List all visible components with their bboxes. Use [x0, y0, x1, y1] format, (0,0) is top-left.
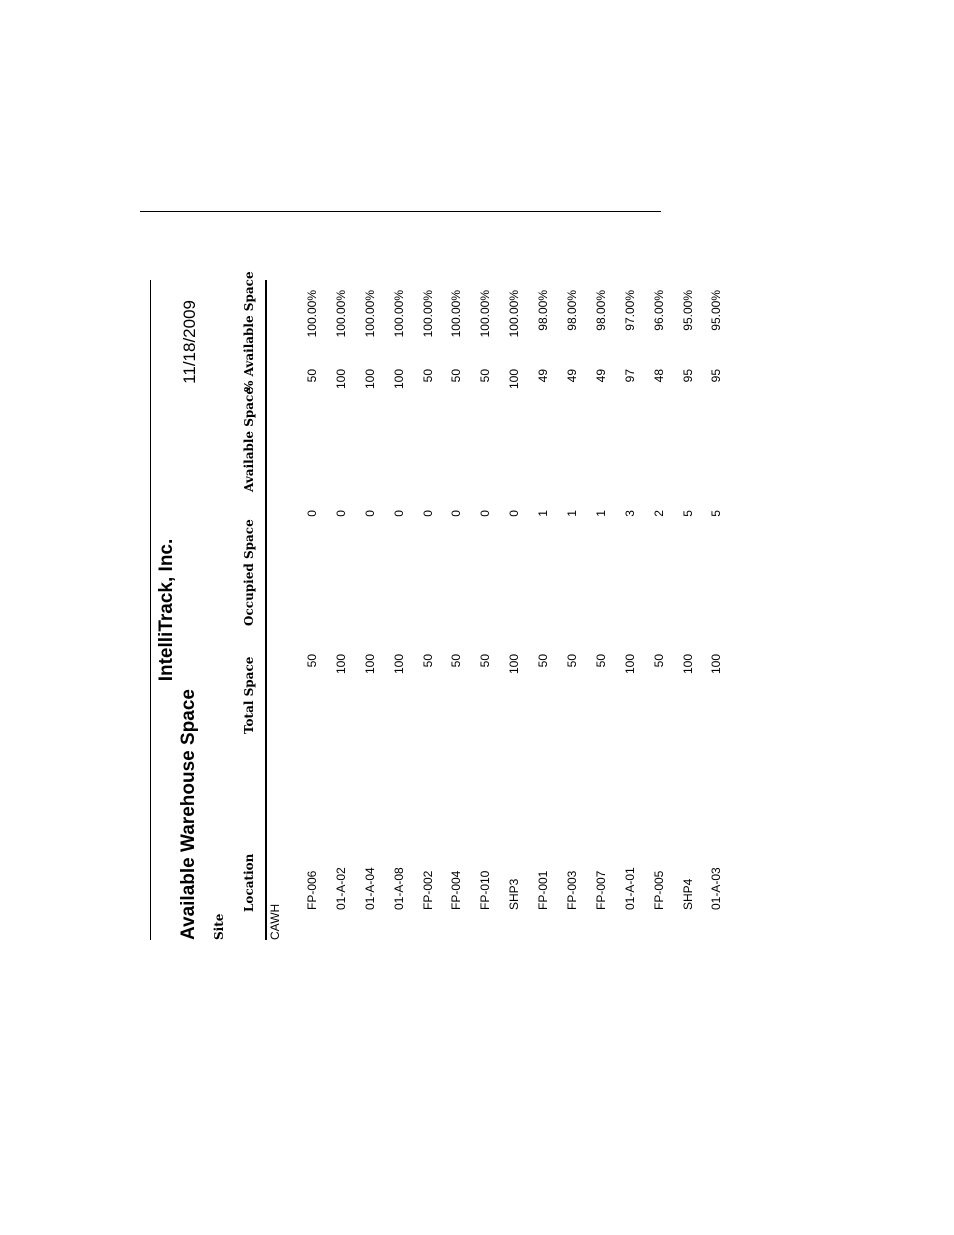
table-row [565, 280, 594, 940]
pct-available-cell: 100.00% [305, 290, 319, 338]
pct-available-cell: 97.00% [622, 290, 637, 331]
location-cell: SHP4 [680, 878, 695, 910]
occupied-space-cell: 0 [362, 510, 377, 517]
occupied-space-cell: 0 [420, 510, 435, 517]
pct-available-cell: 98.00% [565, 290, 580, 331]
available-space-cell: 100 [507, 369, 522, 390]
total-space-cell: 100 [391, 654, 406, 675]
total-space-cell: 100 [362, 654, 377, 675]
pct-available-cell: 100.00% [420, 290, 435, 338]
available-space-cell: 50 [305, 369, 319, 383]
table-row [681, 280, 710, 940]
available-space-report [150, 271, 740, 940]
location-cell: 01-A-03 [709, 867, 724, 910]
pct-available-cell: 95.00% [709, 290, 724, 331]
total-space-cell: 100 [680, 654, 695, 675]
pct-available-cell: 100.00% [333, 290, 348, 338]
pct-available-cell: 100.00% [478, 290, 493, 338]
available-space-cell: 100 [391, 369, 406, 390]
report-rows [305, 280, 738, 940]
column-header-pct-available: % Available Space [242, 271, 256, 392]
table-row [305, 280, 334, 940]
table-row [478, 280, 507, 940]
pct-available-cell: 98.00% [593, 290, 608, 331]
table-row [421, 280, 450, 940]
column-header-occupied-space: Occupied Space [242, 519, 256, 626]
table-row [449, 280, 478, 940]
occupied-space-cell: 0 [449, 510, 464, 517]
report-title: Available Warehouse Space [178, 689, 199, 940]
table-row [392, 280, 421, 940]
occupied-space-cell: 1 [593, 510, 608, 517]
total-space-cell: 100 [622, 654, 637, 675]
occupied-space-cell: 1 [536, 510, 551, 517]
total-space-cell: 50 [420, 654, 435, 668]
available-space-cell: 50 [420, 369, 435, 383]
total-space-cell: 50 [305, 654, 319, 668]
table-row [652, 280, 681, 940]
total-space-cell: 50 [651, 654, 666, 668]
table-row [709, 280, 738, 940]
site-name: CAWH [268, 903, 282, 940]
available-space-cell: 50 [449, 369, 464, 383]
total-space-cell: 50 [478, 654, 493, 668]
pct-available-cell: 100.00% [507, 290, 522, 338]
table-row [623, 280, 652, 940]
location-cell: SHP3 [507, 878, 522, 910]
total-space-cell: 50 [449, 654, 464, 668]
header-rule [265, 280, 267, 940]
total-space-cell: 100 [333, 654, 348, 675]
occupied-space-cell: 0 [305, 510, 319, 517]
occupied-space-cell: 0 [507, 510, 522, 517]
total-space-cell: 100 [507, 654, 522, 675]
available-space-cell: 49 [593, 369, 608, 383]
location-cell: 01-A-01 [622, 867, 637, 910]
column-header-available-space: Available Space [242, 387, 256, 492]
site-label: Site [212, 913, 226, 940]
company-name: IntelliTrack, Inc. [156, 538, 177, 682]
occupied-space-cell: 0 [333, 510, 348, 517]
available-space-cell: 49 [536, 369, 551, 383]
pct-available-cell: 96.00% [651, 290, 666, 331]
location-cell: FP-002 [420, 870, 435, 910]
occupied-space-cell: 0 [391, 510, 406, 517]
available-space-cell: 48 [651, 369, 666, 383]
pct-available-cell: 95.00% [680, 290, 695, 331]
table-row [507, 280, 536, 940]
report-date: 11/18/2009 [180, 300, 199, 384]
available-space-cell: 95 [680, 369, 695, 383]
available-space-cell: 95 [709, 369, 724, 383]
location-cell: FP-004 [449, 870, 464, 910]
column-header-total-space: Total Space [242, 656, 256, 734]
location-cell: FP-005 [651, 870, 666, 910]
available-space-cell: 97 [622, 369, 637, 383]
table-row [594, 280, 623, 940]
pct-available-cell: 98.00% [536, 290, 551, 331]
table-row [334, 280, 363, 940]
location-cell: FP-001 [536, 870, 551, 910]
occupied-space-cell: 3 [622, 510, 637, 517]
column-header-location: Location [242, 853, 256, 912]
available-space-cell: 49 [565, 369, 580, 383]
available-space-cell: 100 [333, 369, 348, 390]
occupied-space-cell: 1 [565, 510, 580, 517]
occupied-space-cell: 2 [651, 510, 666, 517]
pct-available-cell: 100.00% [391, 290, 406, 338]
total-space-cell: 50 [565, 654, 580, 668]
available-space-cell: 100 [362, 369, 377, 390]
location-cell: 01-A-08 [391, 867, 406, 910]
report-top-border [150, 280, 151, 940]
table-row [363, 280, 392, 940]
table-row [536, 280, 565, 940]
total-space-cell: 50 [593, 654, 608, 668]
total-space-cell: 100 [709, 654, 724, 675]
available-space-cell: 50 [478, 369, 493, 383]
occupied-space-cell: 5 [709, 510, 724, 517]
location-cell: 01-A-04 [362, 867, 377, 910]
page-top-rule [140, 211, 661, 212]
location-cell: FP-010 [478, 870, 493, 910]
location-cell: 01-A-02 [333, 867, 348, 910]
location-cell: FP-003 [565, 870, 580, 910]
occupied-space-cell: 0 [478, 510, 493, 517]
location-cell: FP-006 [305, 870, 319, 910]
location-cell: FP-007 [593, 870, 608, 910]
pct-available-cell: 100.00% [449, 290, 464, 338]
occupied-space-cell: 5 [680, 510, 695, 517]
pct-available-cell: 100.00% [362, 290, 377, 338]
total-space-cell: 50 [536, 654, 551, 668]
